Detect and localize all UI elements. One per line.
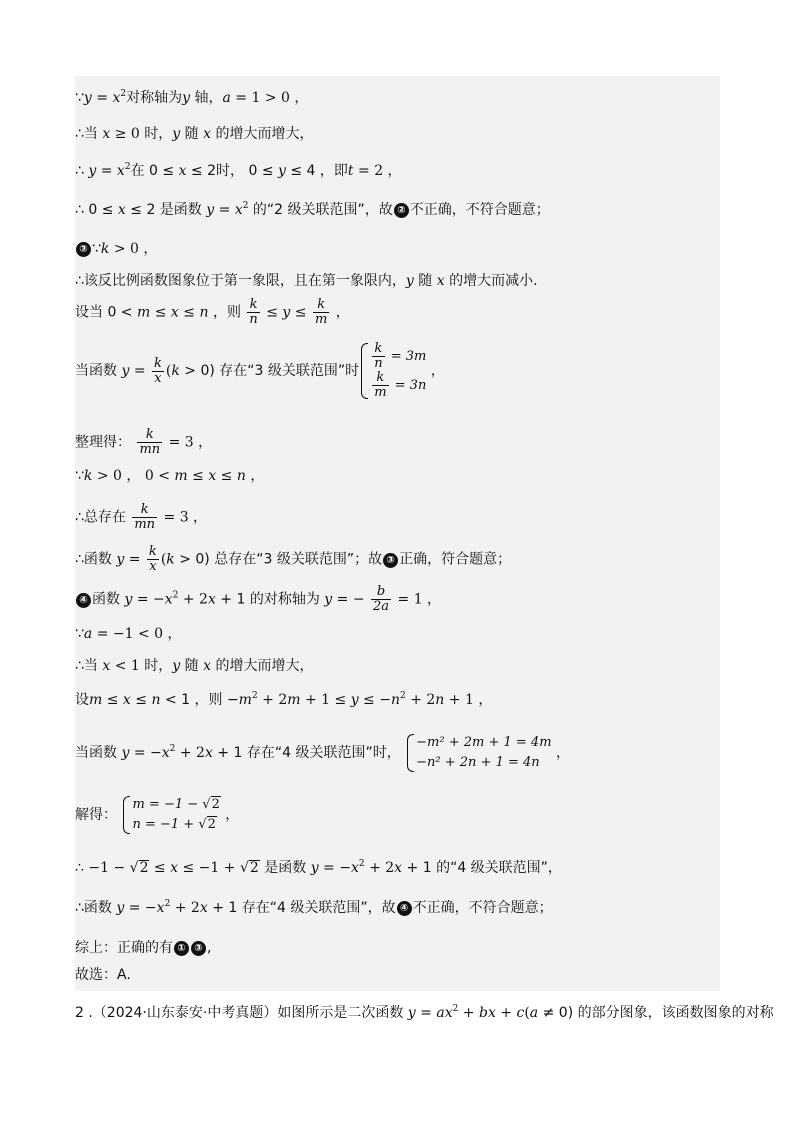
exponent: 2: [452, 1004, 459, 1014]
text: 的增大而增大，: [211, 658, 314, 674]
text: + 1 存在“4 级关联范围”时，: [212, 745, 406, 761]
math-var: k: [166, 551, 175, 568]
math-var: x: [234, 202, 243, 218]
math-var: m: [137, 304, 151, 321]
text: ∴函数: [75, 900, 117, 916]
math-op: = −: [318, 860, 351, 876]
math-var: y: [121, 745, 130, 761]
math-op: ≤: [178, 304, 200, 321]
math-var: x: [170, 304, 179, 321]
math-op: + 2: [178, 591, 208, 608]
math-var: m: [238, 692, 252, 708]
solution-line-17: [75, 733, 570, 773]
math-op: + 2: [170, 900, 200, 916]
math-var: y: [407, 1005, 416, 1021]
question-text: ≠ 0) 的部分图象，该函数图象的对称: [538, 1005, 774, 1021]
text: ≤ 2 是函数: [125, 202, 207, 218]
math-op: = −: [132, 591, 165, 608]
math-var: y: [83, 90, 92, 106]
sqrt-sign: √: [239, 860, 249, 876]
denominator: x: [152, 371, 164, 386]
radicand: 2: [249, 860, 259, 876]
circled-number: ④: [76, 593, 91, 608]
exponent: 2: [124, 162, 131, 172]
text: 当函数: [75, 745, 122, 761]
equation-system: [361, 342, 426, 400]
exponent: 2: [120, 89, 127, 99]
text: 在 0 ≤: [130, 163, 179, 179]
math-op: +: [458, 1005, 479, 1021]
math-var: y: [124, 591, 133, 608]
exponent: 2: [169, 744, 176, 754]
math-var: t: [347, 163, 354, 179]
math-op: + 1 ，: [444, 692, 493, 708]
text: 随: [413, 273, 437, 289]
text: 正确，符合题意；: [399, 551, 512, 568]
math-op: (: [165, 363, 172, 379]
equation-row: [132, 815, 220, 835]
text: ，: [426, 363, 445, 379]
solution-line-11: [75, 503, 207, 532]
text: + 1 存在“4 级关联范围”，故: [207, 900, 396, 916]
text: 设当 0 <: [75, 304, 137, 321]
text: 是函数: [259, 860, 311, 876]
math-var: n: [435, 692, 445, 708]
math-var: x: [394, 860, 403, 876]
math-op: ≤ −1 +: [178, 860, 240, 876]
text: 随: [180, 126, 204, 142]
math-var: x: [156, 900, 165, 916]
numerator: k: [249, 297, 258, 312]
brace: [123, 796, 130, 834]
text: 综上：正确的有: [75, 940, 173, 956]
equation-row: [370, 342, 426, 371]
math-op: + 2: [405, 692, 436, 708]
solution-line-5: [75, 240, 157, 258]
circled-number: ③: [383, 553, 398, 568]
math-op: = −1 < 0 ，: [92, 626, 182, 642]
radicand: 2: [211, 797, 220, 812]
radicand: 2: [139, 860, 149, 876]
text: 当函数: [75, 363, 122, 379]
math-var: y: [206, 202, 215, 218]
math-var: y: [88, 163, 97, 179]
text: ∴ 0 ≤: [75, 202, 118, 218]
math-op: =: [129, 363, 151, 379]
because-symbol: ∵: [92, 241, 101, 257]
math-op: + 2: [364, 860, 395, 876]
math-op: = 1 ，: [393, 591, 442, 608]
text: 设: [75, 692, 89, 708]
math-var: x: [112, 90, 121, 106]
brace: [361, 343, 368, 399]
solution-line-9: [75, 428, 212, 457]
math-var: x: [102, 126, 111, 142]
math-op: = 2 ，: [353, 163, 402, 179]
text: ≤ 4 ，即: [285, 163, 348, 179]
math-var: x: [170, 860, 179, 876]
text: ∴当: [75, 126, 103, 142]
math-op: = −: [332, 591, 370, 608]
solution-line-14: [75, 625, 182, 643]
math-op: + 1 ≤: [300, 692, 351, 708]
equation-system: [407, 733, 551, 773]
solution-line-21: [75, 939, 211, 957]
math-op: + 2: [257, 692, 288, 708]
math-var: n: [390, 692, 401, 708]
text: 的增大而减小.: [444, 273, 538, 289]
fraction: [147, 545, 159, 574]
fraction: [132, 503, 157, 532]
denominator: m: [314, 312, 328, 327]
math-var: m: [287, 692, 301, 708]
math-op: (: [524, 1005, 530, 1021]
fraction: [372, 371, 388, 400]
text: 不正确，不符合题意；: [412, 900, 553, 916]
math-var: y: [324, 591, 333, 608]
math-op: ≤: [187, 468, 209, 484]
text: 的增大而增大，: [211, 126, 314, 142]
math-var: x: [207, 591, 216, 608]
math-var: x: [116, 163, 125, 179]
text: ∴该反比例函数图象位于第一象限，且在第一象限内，: [75, 273, 406, 289]
fraction: [371, 585, 391, 614]
denominator: mn: [139, 442, 161, 457]
because-symbol: ∵: [75, 468, 84, 484]
denominator: 2a: [373, 599, 390, 614]
text: 轴，: [190, 90, 223, 106]
exponent: 2: [251, 691, 258, 701]
math-var: y: [310, 860, 319, 876]
solution-line-7: [75, 298, 350, 327]
numerator: k: [148, 544, 157, 559]
numerator: k: [145, 427, 154, 442]
math-op: > 0 ，: [109, 241, 158, 257]
fraction: [313, 298, 329, 327]
next-question: [75, 1004, 774, 1022]
math-op: +: [495, 1005, 517, 1021]
solution-line-4: [75, 201, 550, 219]
solution-line-12: [75, 545, 511, 574]
math-op: > 0 ， 0 <: [92, 468, 175, 484]
text: ≤ 2时， 0 ≤: [186, 163, 278, 179]
math-op: + 2: [175, 745, 205, 761]
numerator: k: [140, 502, 149, 517]
text: ，: [551, 745, 570, 761]
text: 随: [180, 658, 204, 674]
circled-number: ③: [191, 941, 206, 956]
equation-row: [132, 795, 220, 815]
fraction: [137, 428, 162, 457]
math-var: n: [236, 468, 246, 484]
math-op: = 3 ，: [159, 509, 208, 526]
solution-line-1: [75, 89, 308, 107]
math-op: ∴ −1 −: [75, 860, 130, 876]
text: ∴总存在: [75, 509, 131, 526]
solution-line-8: [75, 342, 445, 400]
numerator: k: [317, 297, 326, 312]
math-var: y: [121, 363, 130, 379]
math-var: c: [516, 1005, 525, 1021]
answer-text: 故选：A.: [75, 967, 131, 983]
math-var: y: [282, 304, 291, 321]
circled-number: ④: [397, 901, 412, 916]
equation-row: [370, 371, 426, 400]
solution-line-15: [75, 657, 313, 675]
math-var: x: [203, 658, 211, 674]
math-var: n: [199, 304, 209, 321]
math-var: y: [172, 126, 181, 142]
math-op: = 3 ，: [164, 434, 213, 451]
math-op: ≤ −: [358, 692, 391, 708]
solution-line-20: [75, 899, 553, 917]
numerator: k: [154, 355, 162, 371]
math-op: ，: [245, 468, 265, 484]
math-op: = −: [129, 745, 162, 761]
solution-line-16: [75, 691, 492, 709]
text: ∴: [75, 163, 89, 179]
math-var: y: [405, 273, 414, 289]
math-var: k: [83, 468, 93, 484]
equation-row: −m² + 2m + 1 = 4m: [416, 735, 552, 750]
math-op: < 1 时，: [110, 658, 173, 674]
circled-number: ②: [394, 203, 409, 218]
math-var: n: [151, 692, 161, 708]
math-op: =: [91, 90, 113, 106]
math-var: m: [174, 468, 188, 484]
math-var: x: [102, 658, 111, 674]
math-var: a: [222, 90, 231, 106]
text: 整理得：: [75, 434, 136, 451]
text: ，: [220, 807, 240, 823]
math-op: ≤: [130, 692, 152, 708]
denominator: n: [249, 312, 258, 327]
solution-line-19: [75, 859, 562, 877]
solution-line-3: [75, 162, 402, 180]
text: + 1 的对称轴为: [215, 591, 325, 608]
solution-line-18: [75, 795, 239, 835]
exponent: 2: [172, 590, 179, 601]
math-var: y: [116, 551, 125, 568]
circled-number: ③: [76, 242, 91, 257]
sqrt-sign: √: [198, 817, 207, 832]
because-symbol: ∵: [75, 90, 84, 106]
text: 的“2 级关联范围”，故: [248, 202, 393, 218]
math-op: ≤: [150, 304, 171, 321]
denominator: mn: [134, 517, 156, 532]
math-var: x: [199, 900, 208, 916]
math-op: ≤: [290, 304, 311, 321]
denominator: m: [374, 385, 387, 400]
numerator: k: [376, 370, 385, 385]
math-op: ≥ 0 时，: [110, 126, 173, 142]
denominator: n: [374, 356, 383, 371]
math-var: m: [89, 692, 103, 708]
numerator: b: [376, 584, 386, 599]
sqrt-sign: √: [202, 797, 211, 812]
text: ∴函数: [75, 551, 117, 568]
math-op: ≤: [261, 304, 283, 321]
question-text: 2 .（2024·山东泰安·中考真题）如图所示是二次函数: [75, 1005, 408, 1021]
math-var: a: [83, 626, 93, 642]
fraction: [372, 342, 384, 371]
equation-rhs: = 3m: [386, 349, 427, 364]
math-var: x: [350, 860, 359, 876]
math-var: x: [436, 273, 445, 289]
text: 函数: [92, 591, 125, 608]
math-var: k: [100, 241, 110, 257]
math-op: ≤: [149, 860, 171, 876]
equation-system: [123, 795, 220, 835]
equation-row: −n² + 2n + 1 = 4n: [416, 755, 540, 770]
equation-lhs: m = −1 −: [132, 797, 203, 812]
math-op: = 1 > 0 ，: [230, 90, 309, 106]
math-var: x: [204, 745, 213, 761]
math-var: x: [164, 591, 173, 608]
math-var: y: [350, 692, 359, 708]
sqrt-sign: √: [129, 860, 139, 876]
equation-rhs: = 3n: [390, 378, 427, 393]
math-var: x: [178, 163, 187, 179]
text: > 0) 存在“3 级关联范围”时: [179, 363, 360, 379]
math-var: k: [171, 363, 180, 379]
equation-lhs: n = −1 +: [132, 817, 199, 832]
exponent: 2: [164, 899, 171, 909]
exponent: 2: [358, 859, 365, 869]
fraction: [247, 298, 259, 327]
math-op: =: [96, 163, 117, 179]
circled-number: ①: [174, 941, 189, 956]
math-op: =: [214, 202, 235, 218]
math-var: x: [161, 745, 170, 761]
math-var: a: [529, 1005, 539, 1021]
math-var: ax: [436, 1005, 453, 1021]
math-var: x: [203, 126, 211, 142]
text: + 1 的“4 级关联范围”，: [402, 860, 562, 876]
text: > 0) 总存在“3 级关联范围”；故: [174, 551, 383, 568]
solution-line-2: [75, 125, 313, 143]
text: 不正确，不符合题意；: [409, 202, 550, 218]
text: ，则: [208, 304, 241, 321]
math-var: y: [116, 900, 125, 916]
solution-line-13: [75, 585, 441, 614]
radicand: 2: [207, 817, 216, 832]
solution-line-10: [75, 467, 264, 485]
denominator: x: [147, 559, 159, 574]
text: 解得：: [75, 807, 122, 823]
text: ∴当: [75, 658, 103, 674]
math-op: = −: [124, 900, 157, 916]
fraction: [152, 357, 164, 386]
numerator: k: [374, 341, 383, 356]
math-var: x: [122, 692, 131, 708]
math-var: y: [278, 163, 286, 179]
math-var: bx: [478, 1005, 496, 1021]
math-var: y: [182, 90, 191, 106]
exponent: 2: [242, 201, 249, 211]
math-op: (: [160, 551, 167, 568]
text: ，: [331, 304, 350, 321]
text: 对称轴为: [126, 90, 183, 106]
math-op: ≤: [102, 692, 123, 708]
math-op: =: [124, 551, 145, 568]
exponent: 2: [400, 691, 406, 701]
brace: [407, 734, 414, 772]
math-op: ≤: [216, 468, 237, 484]
because-symbol: ∵: [75, 626, 84, 642]
math-var: y: [172, 658, 181, 674]
math-var: x: [117, 202, 126, 218]
math-op: =: [415, 1005, 437, 1021]
math-var: x: [208, 468, 217, 484]
text: < 1 ，则 −: [160, 692, 239, 708]
text: ,: [207, 940, 212, 956]
solution-line-22: [75, 966, 131, 984]
solution-line-6: [75, 272, 538, 290]
